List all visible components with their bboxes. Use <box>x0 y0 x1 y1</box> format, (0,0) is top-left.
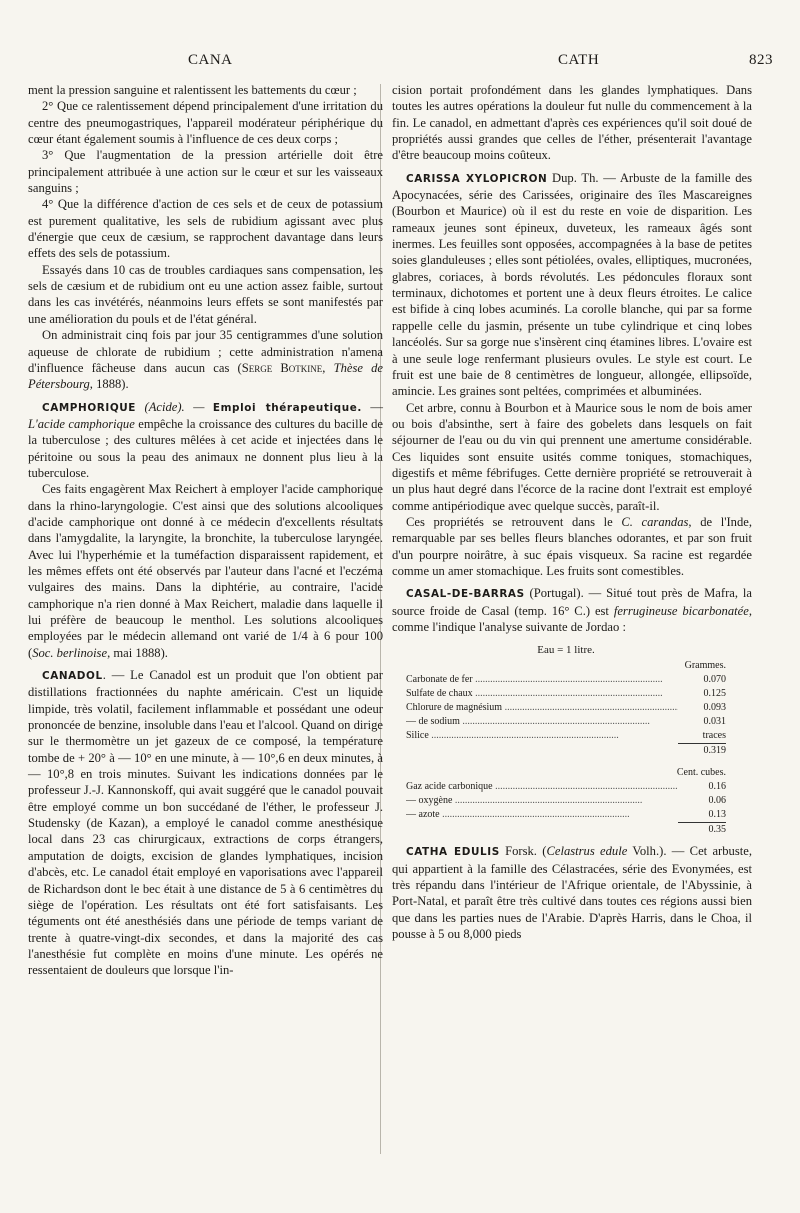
running-header <box>28 52 773 74</box>
table-row: Gaz acide carbonique ..... 0.16 <box>406 780 726 794</box>
table-row: Sulfate de chaux ..... 0.125 <box>406 687 726 701</box>
entry-canadol: CANADOL. — Le Canadol est un produit que l'on obtient par distillations fractionnées du naphte américain. C'est un liquide limpide, très volatil, facilement inflammable et possédant une odeur prononcée de benzine, insoluble dans l'eau et l'alcool. Quand on dirige sur le thermomètre un jet gazeux de ce composé, la température tombe de + 20° à — 10° en une minute, à — 10°,6 en deux minutes, à — 10°,8 en trois minutes. Suivant les indications données par le professeur J.-J. Kannonskoff, qui avait suggéré que le canadol pouvait être employé comme un bon succédané de l'éther, le professeur J. Studensky (de Kazan), a employé le canadol comme anesthésique local dans 23 cas chirurgicaux, extractions de corps étrangers, amputation de doigts, excision de glandes lymphatiques, incision d'abcès, etc. Le canadol était employé en vaporisations avec l'appareil de Richardson dont le bec était à une distance de 5 à 6 centimètres du siège de l'opération. Les résultats ont été fort satisfaisants. Les téguments ont été anesthésiés dans une période de temps variant de trente à quatre-vingt-dix secondes, et dans la majorité des cas l'anesthésie fut complète en moins d'une minute. Les opérés ne ressentaient de douleurs que lorsque l'in- <box>28 668 383 978</box>
entry-term: CANADOL <box>42 670 103 683</box>
entry-term: CASAL-DE-BARRAS <box>406 588 525 601</box>
entry-carissa: CARISSA XYLOPICRON Dup. Th. — Arbuste de la famille des Apocynacées, série des Carissées, originaire des îles Mascareignes (Bourbon et Maurice) où il est du reste en voie de disparition. Les rameaux jeunes sont épineux, duveteux, les rameaux âgés sont inermes. Les feuilles sont opposées, accompagnées à la base de petites soies glanduleuses ; elles sont pétiolées, ovales, elliptiques, mucronées, glabres, coriaces, à bords révolutés. Les pédoncules floraux sont terminaux, dichotomes et portent une à deux fleurs étroites. Le calice est bifide à cinq lobes acuminés. La corolle blanche, qui par sa forme rappelle celle du jasmin, présente un tube cylindrique et cinq lobes lancéolés. Sur sa gorge nue s'insèrent cinq étamines libres. L'ovaire est à une seule loge renfermant plusieurs ovules. Le style est court. Le fruit est une baie de 8 centimètres de longueur, allongée, ellipsoïde, amincie. Les graines sont peltées, comprimées et albuminées. <box>392 170 753 399</box>
table-unit: Cent. cubes. <box>676 767 726 779</box>
table-row: Silice ..... traces <box>406 729 726 743</box>
author-name: Serge Botkine <box>241 360 323 375</box>
table-total: 0.35 <box>406 822 726 837</box>
entry-subheading: Emploi thérapeutique. <box>212 401 362 414</box>
entry-term: CAMPHORIQUE <box>42 401 136 414</box>
entry-term: CARISSA XYLOPICRON <box>406 172 548 185</box>
entry-term: CATHA EDULIS <box>406 846 500 859</box>
right-column <box>392 82 752 942</box>
header-left-word: CANA <box>188 52 233 68</box>
table-row: Chlorure de magnésium ..... 0.093 <box>406 701 726 715</box>
paragraph: 4° Que la différence d'action de ces sels et de ceux de potassium est purement qualitative, les sels de rubidium agissant avec plus d'énergie que ceux de cæsium, se rapprochent davantage dans leurs effets des sels de potassium. <box>28 197 383 261</box>
table-title: Eau = 1 litre. <box>537 644 595 657</box>
source-title: Thèse de Pétersbourg <box>28 360 384 392</box>
paragraph: Essayés dans 10 cas de troubles cardiaques sans compensation, les sels de cæsium et de rubidium ont eu une action assez faible, surtout dans les cas invétérés, néanmoins leurs effets se sont manifestés par une amélioration du pouls et de l'état général. <box>28 262 383 326</box>
paragraph: Ces faits engagèrent Max Reichert à employer l'acide camphorique dans la rhino-laryngologie. C'est ainsi que des solutions alcooliques d'acide camphorique ont donné à ce médecin d'excellents résultats dans l'amygdalite, la laryngite, la bronchite, la tuberculose laryngée. Avec lui l'hyperhémie et la tuméfaction disparaissent rapidement, et les mêmes effets ont été observés par l'auteur dans l'acné et l'eczéma vulgaires des mains. Dans la diphtérie, au contraire, l'acide camphorique n'a rien donné à Max Reichert, maladie dans laquelle il lui préfère de beaucoup le menthol. Les solutions alcooliques employées par le médecin allemand ont varié de 1/4 à 6 pour 100 (Soc. berlinoise, mai 1888). <box>28 482 383 660</box>
paragraph: Cet arbre, connu à Bourbon et à Maurice sous le nom de bois amer ou bois d'absinthe, sert à faire des gobelets dans lesquels on fait séjourner de l'eau ou du vin qui prennent une amertume considérable. Ces liquides sont ensuite usités comme toniques, stomachiques, digestifs et même fébrifuges. Cette dernière propriété se retrouverait à un plus haut degré dans l'écorce de la racine dont l'extrait est employé comme antipériodique avec quelque succès, paraît-il. <box>392 400 752 513</box>
table-row: — azote ..... 0.13 <box>406 808 726 822</box>
paragraph: 2° Que ce ralentissement dépend principalement d'une irritation du centre des pneumogastriques, l'appareil modérateur périphérique du cœur étant également soumis à l'influence de ces deux corps ; <box>28 99 383 147</box>
entry-camphorique: CAMPHORIQUE (Acide). — Emploi thérapeutique. — L'acide camphorique empêche la croissance des cultures du bacille de la tuberculose ; des cultures mêlées à cet acide et injectées dans le péritoine ou sous la peau des animaux ne donnent plus lieu à la tuberculose. <box>28 399 383 480</box>
water-analysis-table <box>406 643 726 837</box>
paragraph: 3° Que l'augmentation de la pression artérielle doit être principalement attribuée à une action sur le cœur et sur les vaisseaux sanguins ; <box>28 148 383 196</box>
paragraph: Ces propriétés se retrouvent dans le C. carandas, de l'Inde, remarquable par ses belles fleurs blanches odorantes, et par son fruit d'un pourpre noirâtre, à suc épais visqueux. Sa racine est regardée comme un amer stomachique. Les fruits sont comestibles. <box>392 514 752 578</box>
table-row: — oxygène ..... 0.06 <box>406 794 726 808</box>
left-column <box>28 82 383 979</box>
header-right-word: CATH <box>558 52 600 68</box>
table-unit: Grammes. <box>684 660 726 672</box>
paragraph: ment la pression sanguine et ralentissent les battements du cœur ; <box>28 83 357 97</box>
table-row: — de sodium ..... 0.031 <box>406 715 726 729</box>
analysis-rows-solids <box>406 673 726 743</box>
table-row: Carbonate de fer ..... 0.070 <box>406 673 726 687</box>
paragraph: cision portait profondément dans les glandes lymphatiques. Dans toutes les autres opérations la douleur fut nulle du commencement à la fin. Le canadol, en admettant d'après ces expériences qu'il soit doué de propriétés aussi grandes que celles de l'éther, présenterait l'avantage d'être beaucoup moins coûteux. <box>392 83 752 163</box>
page-number: 823 <box>749 52 773 68</box>
entry-casal-de-barras: CASAL-DE-BARRAS (Portugal). — Situé tout près de Mafra, la source froide de Casal (temp. 16° C.) est ferrugineuse bicarbonatée, comme l'indique l'analyse suivante de Jordao : <box>392 586 752 634</box>
paragraph: On administrait cinq fois par jour 35 centigrammes d'une solution aqueuse de chlorate de rubidium ; cette administration n'amena d'influence fâcheuse dans aucun cas (Serge Botkine, Thèse de Pétersbourg, 1888). <box>28 328 384 392</box>
analysis-rows-gases <box>406 780 726 822</box>
entry-catha-edulis: CATHA EDULIS Forsk. (Celastrus edule Volh.). — Cet arbuste, qui appartient à la famille des Célastracées, série des Evonymées, est très répandu dans l'intérieur de l'Afrique orientale, de l'Abyssinie, à Port-Natal, et paraît être très cultivé dans toutes ces régions aussi bien que dans les parties nues de l'Arabie. D'après Harris, dans le Choa, il pousse à 5 ou 8,000 pieds <box>392 844 752 942</box>
source-title: Soc. berlinoise <box>32 645 108 660</box>
table-total: 0.319 <box>406 743 726 758</box>
